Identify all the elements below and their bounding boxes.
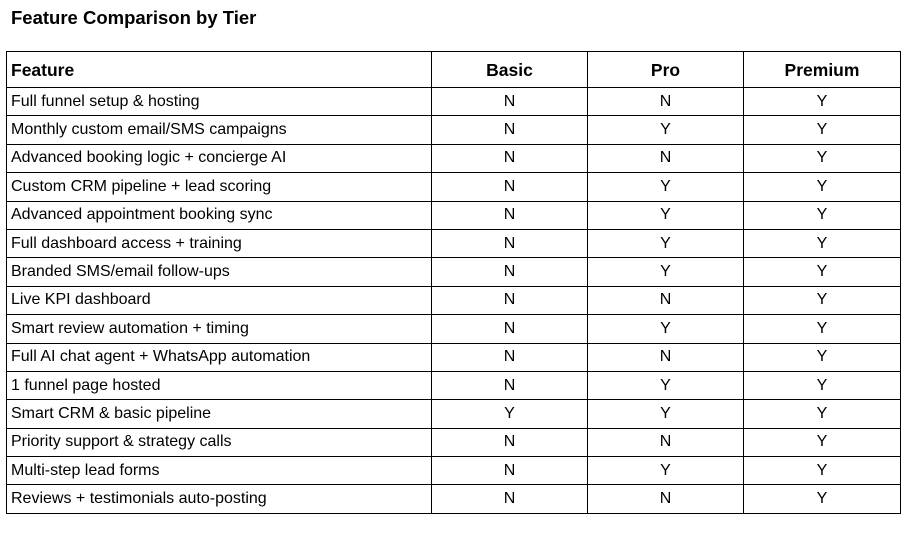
premium-cell: Y [744, 144, 901, 172]
pro-cell: N [588, 286, 744, 314]
feature-cell: Live KPI dashboard [7, 286, 432, 314]
table-row [7, 258, 901, 286]
table-header-row [7, 52, 901, 88]
pro-cell: Y [588, 173, 744, 201]
table-row [7, 457, 901, 485]
feature-cell: Custom CRM pipeline + lead scoring [7, 173, 432, 201]
table-row [7, 173, 901, 201]
feature-cell: Reviews + testimonials auto-posting [7, 485, 432, 513]
basic-cell: N [432, 201, 588, 229]
feature-cell: Multi-step lead forms [7, 457, 432, 485]
basic-cell: N [432, 229, 588, 257]
table-row [7, 286, 901, 314]
header-feature: Feature [7, 52, 432, 88]
premium-cell: Y [744, 485, 901, 513]
basic-cell: N [432, 371, 588, 399]
basic-cell: N [432, 485, 588, 513]
feature-cell: Advanced appointment booking sync [7, 201, 432, 229]
table-row [7, 315, 901, 343]
table-row [7, 343, 901, 371]
premium-cell: Y [744, 400, 901, 428]
premium-cell: Y [744, 201, 901, 229]
basic-cell: N [432, 88, 588, 116]
feature-cell: Advanced booking logic + concierge AI [7, 144, 432, 172]
premium-cell: Y [744, 88, 901, 116]
pro-cell: Y [588, 315, 744, 343]
table-row [7, 400, 901, 428]
basic-cell: N [432, 286, 588, 314]
table-row [7, 144, 901, 172]
table-row [7, 485, 901, 513]
feature-cell: Full funnel setup & hosting [7, 88, 432, 116]
pro-cell: N [588, 88, 744, 116]
table-row [7, 201, 901, 229]
header-pro: Pro [588, 52, 744, 88]
feature-cell: Smart CRM & basic pipeline [7, 400, 432, 428]
basic-cell: N [432, 116, 588, 144]
pro-cell: Y [588, 457, 744, 485]
premium-cell: Y [744, 258, 901, 286]
pro-cell: Y [588, 229, 744, 257]
basic-cell: N [432, 144, 588, 172]
feature-comparison-table [6, 51, 901, 514]
table-row [7, 371, 901, 399]
pro-cell: N [588, 428, 744, 456]
premium-cell: Y [744, 371, 901, 399]
basic-cell: N [432, 343, 588, 371]
premium-cell: Y [744, 315, 901, 343]
table-row [7, 229, 901, 257]
pro-cell: Y [588, 371, 744, 399]
basic-cell: N [432, 428, 588, 456]
basic-cell: N [432, 315, 588, 343]
pro-cell: N [588, 485, 744, 513]
pro-cell: Y [588, 116, 744, 144]
feature-cell: Branded SMS/email follow-ups [7, 258, 432, 286]
basic-cell: N [432, 258, 588, 286]
feature-cell: 1 funnel page hosted [7, 371, 432, 399]
table-row [7, 116, 901, 144]
feature-cell: Monthly custom email/SMS campaigns [7, 116, 432, 144]
basic-cell: Y [432, 400, 588, 428]
pro-cell: N [588, 144, 744, 172]
header-basic: Basic [432, 52, 588, 88]
premium-cell: Y [744, 457, 901, 485]
table-row [7, 88, 901, 116]
premium-cell: Y [744, 343, 901, 371]
basic-cell: N [432, 173, 588, 201]
feature-cell: Smart review automation + timing [7, 315, 432, 343]
feature-cell: Full dashboard access + training [7, 229, 432, 257]
page-title: Feature Comparison by Tier [11, 7, 257, 28]
pro-cell: Y [588, 201, 744, 229]
pro-cell: N [588, 343, 744, 371]
pro-cell: Y [588, 258, 744, 286]
basic-cell: N [432, 457, 588, 485]
feature-cell: Full AI chat agent + WhatsApp automation [7, 343, 432, 371]
feature-cell: Priority support & strategy calls [7, 428, 432, 456]
premium-cell: Y [744, 173, 901, 201]
premium-cell: Y [744, 286, 901, 314]
pro-cell: Y [588, 400, 744, 428]
premium-cell: Y [744, 428, 901, 456]
premium-cell: Y [744, 229, 901, 257]
table-row [7, 428, 901, 456]
header-premium: Premium [744, 52, 901, 88]
premium-cell: Y [744, 116, 901, 144]
